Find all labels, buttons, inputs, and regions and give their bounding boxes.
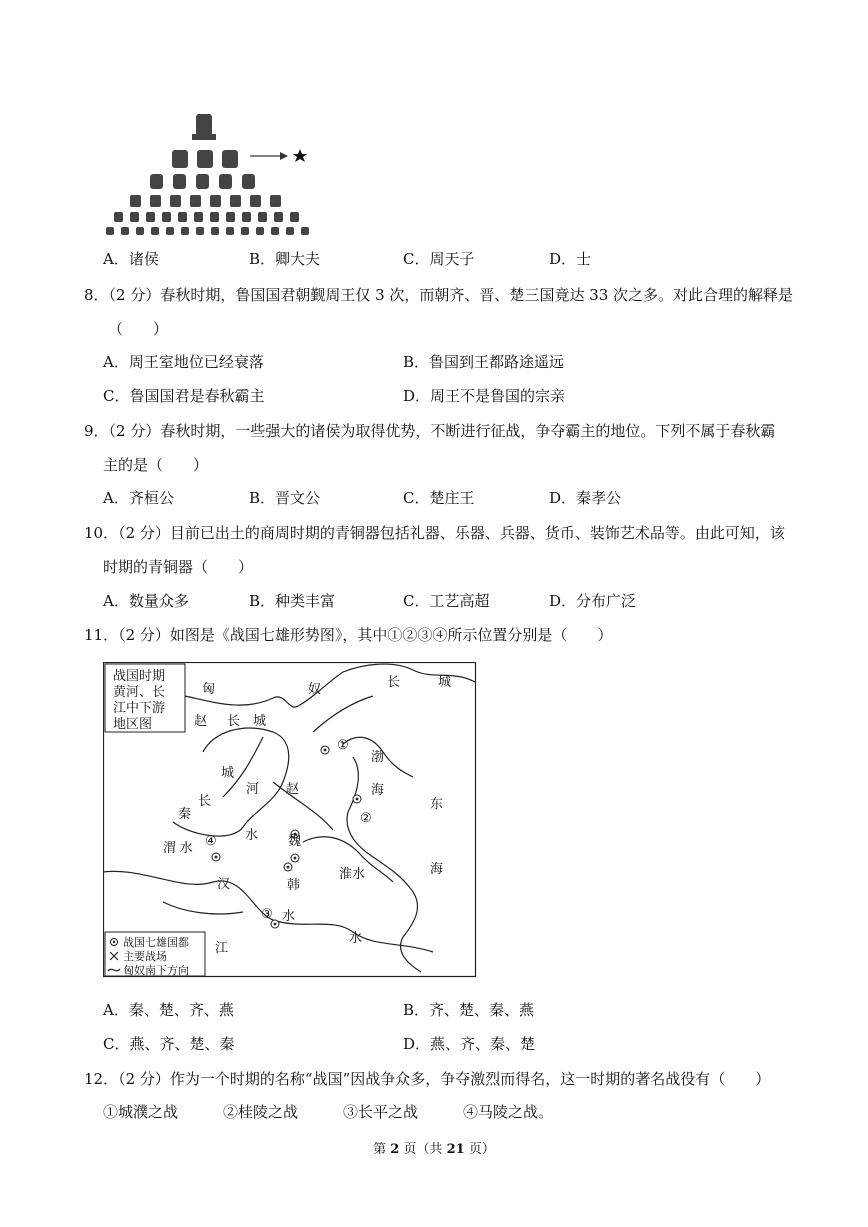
map-label-han-river: 汉 — [217, 876, 231, 891]
map-label-he: 河 — [246, 781, 260, 796]
q7-option-d: D．士 — [549, 250, 592, 268]
map-label-chang2: 长 — [227, 713, 241, 728]
map-title-line-2: 黄河、长 — [113, 684, 166, 699]
q10-stem: 10．（2 分）目前已出土的商周时期的青铜器包括礼器、乐器、兵器、货币、装饰艺术品等。由此可知，该 — [84, 524, 785, 542]
map-label-wei: 魏 — [288, 833, 302, 848]
q9-option-a: A．齐桓公 — [103, 489, 174, 507]
q8-option-c: C．鲁国国君是春秋霸主 — [103, 387, 265, 405]
map-label-cheng2: 城 — [253, 713, 267, 728]
map-label-chang3: 长 — [198, 793, 212, 808]
q9-stem-cont: 主的是（ ） — [103, 456, 209, 474]
q8-stem-cont: （ ） — [108, 320, 169, 338]
q9-option-b: B．晋文公 — [249, 489, 321, 507]
q11-option-a: A．秦、楚、齐、燕 — [103, 1001, 234, 1019]
footer-page-number: 2 — [390, 1142, 400, 1157]
q9-option-c: C．楚庄王 — [403, 489, 475, 507]
map-label-hai1: 海 — [371, 782, 385, 797]
q9-stem: 9．（2 分）春秋时期，一些强大的诸侯为取得优势，不断进行征战，争夺霸主的地位。下列不属于春秋霸 — [84, 422, 776, 440]
q10-option-d: D．分布广泛 — [549, 592, 637, 610]
map-label-chang1: 长 — [387, 674, 401, 689]
map-label-zhao: 赵 — [286, 781, 300, 796]
q12-item-4: ④马陵之战。 — [463, 1103, 554, 1121]
map-label-qin: 秦 — [178, 806, 192, 821]
map-label-shui3: 水 — [349, 930, 363, 945]
q12-item-3: ③长平之战 — [343, 1103, 419, 1121]
footer-mid: 页（共 — [399, 1142, 447, 1157]
q12-item-2: ②桂陵之战 — [223, 1103, 299, 1121]
q11-option-d: D．燕、齐、秦、楚 — [403, 1035, 536, 1053]
q11-stem: 11．（2 分）如图是《战国七雄形势图》，其中①②③④所示位置分别是（ ） — [84, 626, 613, 644]
map-label-nu: 奴 — [308, 681, 322, 696]
map-label-bo: 渤 — [371, 749, 385, 764]
map-label-huai: 淮水 — [339, 866, 366, 881]
map-marker-3: ③ — [261, 906, 273, 921]
q7-option-a: A．诸侯 — [103, 250, 159, 268]
map-title-line-4: 地区图 — [113, 716, 153, 731]
map-label-cheng1: 城 — [438, 674, 452, 689]
q8-stem: 8．（2 分）春秋时期，鲁国国君朝觐周王仅 3 次，而朝齐、晋、楚三国竟达 33 次之多。对此合理的解释是 — [84, 286, 794, 304]
map-label-shui1: 水 — [245, 827, 259, 842]
q11-option-c: C．燕、齐、楚、秦 — [103, 1035, 235, 1053]
map-legend-battlefield: 主要战场 — [123, 951, 167, 963]
q10-stem-cont: 时期的青铜器（ ） — [103, 558, 254, 576]
map-marker-4: ④ — [205, 833, 217, 848]
q12-stem: 12．（2 分）作为一个时期的名称“战国”因战争众多，争夺激烈而得名，这一时期的著名战役有（ ） — [84, 1070, 771, 1088]
map-marker-2: ② — [360, 810, 372, 825]
page-footer — [0, 1138, 868, 1157]
q12-item-1: ①城濮之战 — [103, 1103, 179, 1121]
q10-option-b: B．种类丰富 — [249, 592, 336, 610]
q7-option-c: C．周天子 — [403, 250, 475, 268]
q10-option-c: C．工艺高超 — [403, 592, 490, 610]
footer-suffix: 页） — [464, 1142, 495, 1157]
social-hierarchy-pyramid-image — [100, 108, 320, 238]
q9-option-d: D．秦孝公 — [549, 489, 622, 507]
map-legend-capital: 战国七雄国都 — [123, 937, 189, 949]
map-label-wei-shui: 渭 水 — [163, 840, 193, 855]
q11-option-b: B．齐、楚、秦、燕 — [403, 1001, 535, 1019]
map-label-hai2: 海 — [430, 861, 444, 876]
map-label-dong: 东 — [430, 796, 444, 811]
q8-option-d: D．周王不是鲁国的宗亲 — [403, 387, 566, 405]
footer-total-pages: 21 — [446, 1142, 465, 1157]
map-label-cheng3: 城 — [221, 765, 235, 780]
map-label-zhao-top: 赵 — [194, 713, 208, 728]
map-label-xiong: 匈 — [202, 681, 216, 696]
q8-option-b: B．鲁国到王都路途遥远 — [403, 353, 565, 371]
map-label-jiang: 江 — [215, 940, 229, 955]
q8-option-a: A．周王室地位已经衰落 — [103, 353, 264, 371]
map-title-line-1: 战国时期 — [113, 668, 166, 683]
map-title-line-3: 江中下游 — [113, 700, 166, 715]
map-marker-1: ① — [337, 737, 349, 752]
q7-option-b: B．卿大夫 — [249, 250, 321, 268]
map-legend-xiongnu-direction: 匈奴南下方向 — [123, 965, 189, 977]
map-label-shui2: 水 — [282, 908, 296, 923]
warring-states-map — [103, 662, 477, 978]
map-label-han: 韩 — [287, 877, 301, 892]
q10-option-a: A．数量众多 — [103, 592, 189, 610]
footer-prefix: 第 — [373, 1142, 391, 1157]
